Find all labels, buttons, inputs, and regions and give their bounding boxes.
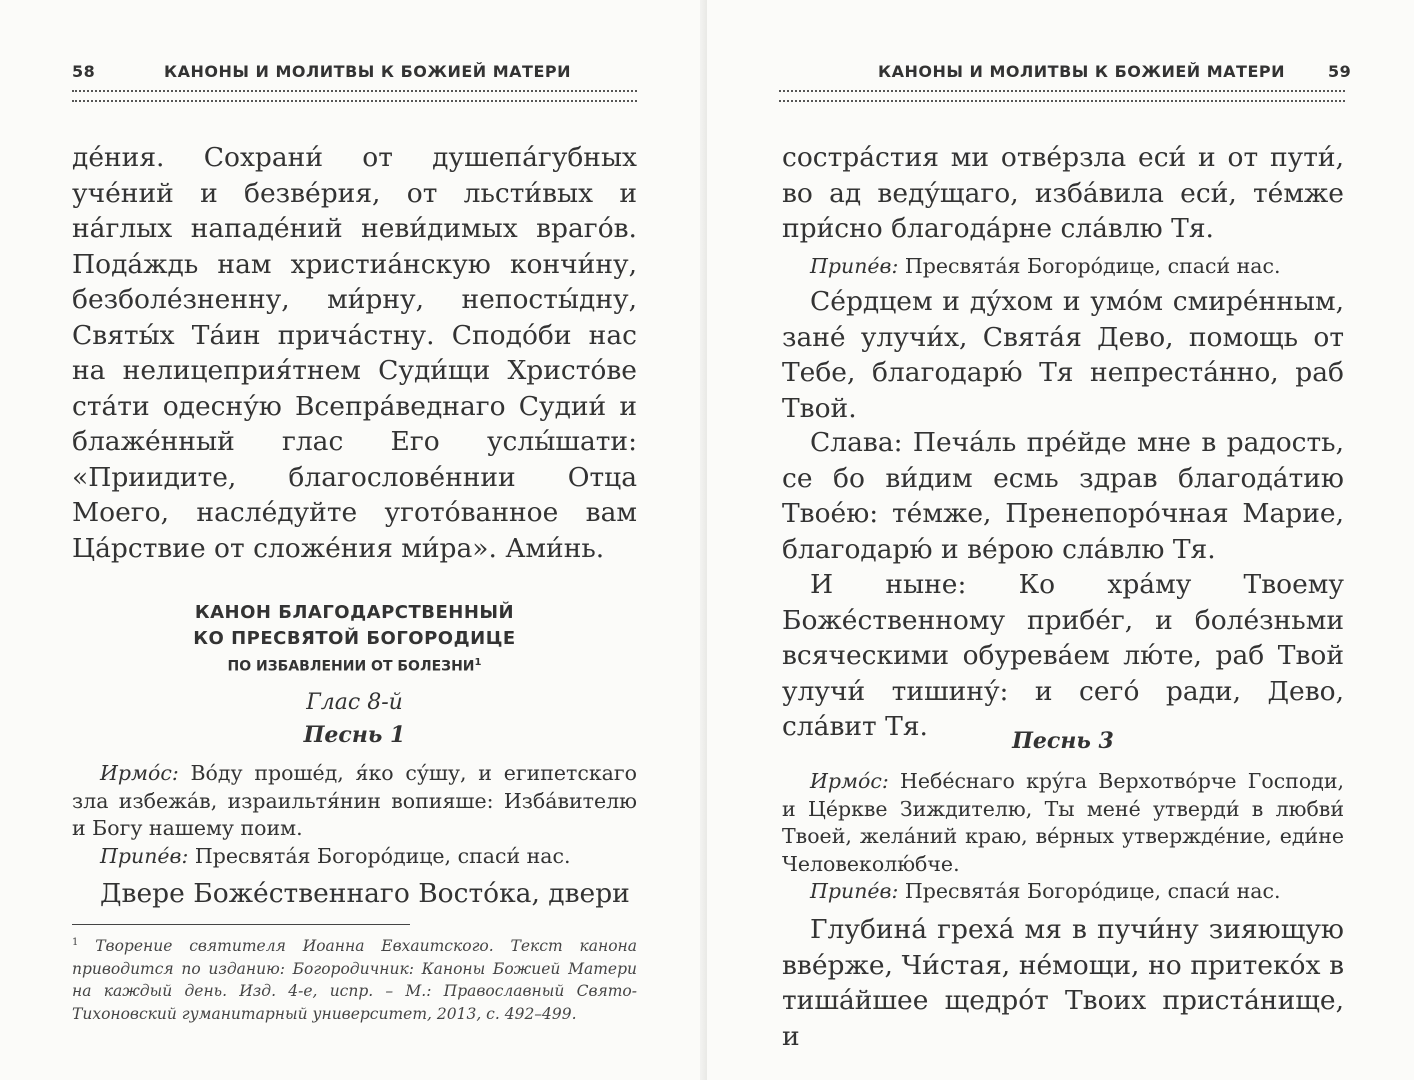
irmos-paragraph: Ирмо́с: Во́ду проше́д, я́ко су́шу, и египетскаго зла избежа́в, израильтя́нин вопияше: Изба́вителю и Богу нашему поим.	[72, 761, 637, 840]
left-body-paragraph: де́ния. Сохрани́ от душепа́губных уче́ний и безве́рия, от льсти́вых и на́глых нападе́ний неви́димых враго́в. Пода́ждь нам христиа́нскую кончи́ну, безболе́зненну, ми́рну, непосты́дну, Святы́х Та́ин прича́стну. Сподо́би нас на нелицеприя́тнем Суди́щи Христо́ве ста́ти одесну́ю Всепра́веднаго Судии́ и блаже́нный глас Его услы́шати: «Приидите, благослове́ннии Отца Моего, насле́дуйте угото́ванное вам Ца́рствие от сложе́ния ми́ра». Ами́нь.	[72, 142, 637, 564]
right-page	[707, 0, 1414, 1080]
canon-title-line3: ПО ИЗБАВЛЕНИИ ОТ БОЛЕЗНИ$^1$	[227, 657, 482, 675]
right-para2: Се́рдцем и ду́хом и умо́м смире́нным, зане́ улучи́х, Свята́я Дево, помощь от Тебе, благодарю́ Тя непреста́нно, раб Твой.	[782, 286, 1344, 424]
right-page-number: 59	[1328, 62, 1352, 81]
right-para4: И ныне: Ко хра́му Твоему Боже́ственному прибе́г, и боле́зньми всяческими обурева́ем лю́те, раб Твой улучи́ тишину́: и сего́ ради, Дево, сла́вит Тя.	[782, 569, 1344, 742]
right-page-header	[782, 62, 1352, 86]
canon-title-line1: КАНОН БЛАГОДАРСТВЕННЫЙ	[194, 602, 515, 623]
pripev-paragraph: Припе́в: Пресвята́я Богоро́дице, спаси́ нас.	[100, 843, 571, 868]
canon-title-line2: КО ПРЕСВЯТОЙ БОГОРОДИЦЕ	[193, 628, 516, 649]
pripev-paragraph: Припе́в: Пресвята́я Богоро́дице, спаси́ нас.	[810, 879, 1281, 903]
footnote-marker: 1	[474, 657, 482, 668]
pesn-3-heading: Песнь 3	[1012, 728, 1114, 754]
left-page-number: 58	[72, 62, 96, 81]
pesn-1-heading: Песнь 1	[303, 722, 406, 748]
canon-title	[72, 600, 637, 678]
right-running-title: КАНОНЫ И МОЛИТВЫ К БОЖИЕЙ МАТЕРИ	[878, 62, 1285, 81]
footnote-rule	[72, 924, 410, 925]
right-ornament-border	[779, 90, 1345, 102]
right-para3: Слава: Печа́ль пре́йде мне в радость, се бо ви́дим есмь здрав благода́тию Твое́ю: те́мже, Пренепоро́чная Марие, благодарю́ и ве́рою сла́влю Тя.	[782, 427, 1344, 565]
right-irmos-block	[782, 768, 1344, 906]
right-para5: Глубина́ греха́ мя в пучи́ну зияющую вве́рже, Чи́стая, не́мощи, но притеко́х в тиша́йшее щедро́т Твоих приста́нище, и	[782, 914, 1344, 1052]
left-irmos-block	[72, 760, 637, 870]
glas-heading: Глас 8-й	[306, 690, 403, 715]
left-ornament-border	[72, 90, 637, 102]
footnote: $^1$ Творение святителя Иоанна Евхаитского. Текст канона приводится по изданию: Богородичник: Каноны Божией Матери на каждый день. Изд. 4-е, испр. – М.: Православный Свято-Тихоновский гуманитарный университет, 2013, с. 492–499.	[72, 937, 637, 1023]
right-pripev1: Припе́в: Пресвята́я Богоро́дице, спаси́ нас.	[810, 254, 1281, 278]
left-last-line: Двере Боже́ственнаго Восто́ка, двери	[100, 878, 630, 909]
left-running-title: КАНОНЫ И МОЛИТВЫ К БОЖИЕЙ МАТЕРИ	[164, 62, 571, 81]
left-page-header	[72, 62, 637, 86]
irmos-paragraph: Ирмо́с: Небе́снаго кру́га Верхотво́рче Господи, и Це́ркве Зиждителю, Ты мене́ утверди́ в любви́ Твоей, жела́ний краю, ве́рных утвержде́ние, еди́не Человеколю́бче.	[782, 769, 1344, 876]
right-para1: сострáстия ми отве́рзла еси́ и от пути́, во ад веду́щаго, изба́вила еси́, те́мже при́сно благода́рне сла́влю Тя.	[782, 142, 1344, 244]
